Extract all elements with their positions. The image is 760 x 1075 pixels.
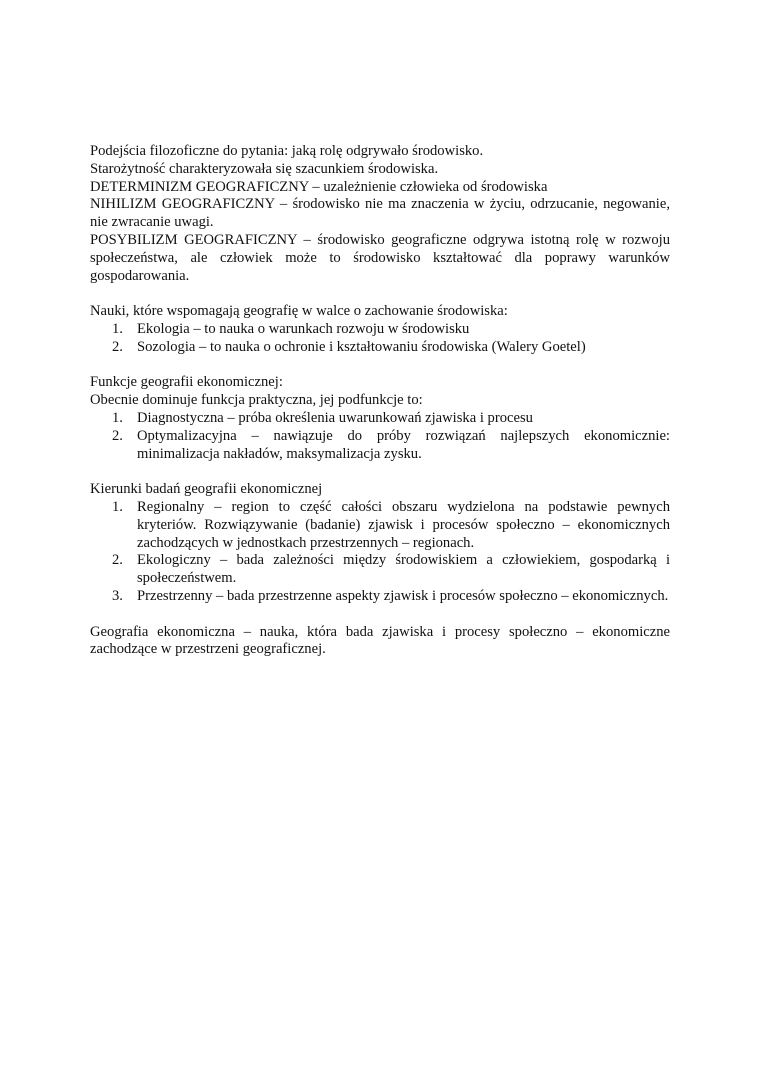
- functions-heading: Funkcje geografii ekonomicznej:: [90, 374, 283, 391]
- intro-line-2: Starożytność charakteryzowała się szacunkiem środowiska.: [90, 160, 439, 177]
- list-item: [90, 588, 670, 606]
- functions-subheading: Obecnie dominuje funkcja praktyczna, jej podfunkcje to:: [90, 392, 423, 409]
- posybilizm-definition: POSYBILIZM GEOGRAFICZNY – środowisko geograficzne odgrywa istotną rolę w rozwoju społeczeństwa, ale człowiek może to środowisko kształtować dla poprawy warunków gospodarowania.: [90, 231, 670, 284]
- list-item: [90, 428, 670, 464]
- list-item: [90, 410, 670, 428]
- spacer: [90, 357, 670, 375]
- list-item: [90, 552, 670, 588]
- directions-list: [90, 499, 670, 606]
- list-item-text: Ekologia – to nauka o warunkach rozwoju w środowisku: [137, 320, 470, 337]
- functions-list: [90, 410, 670, 463]
- nihilizm-definition: NIHILIZM GEOGRAFICZNY – środowisko nie ma znaczenia w życiu, odrzucanie, negowanie, nie zwracanie uwagi.: [90, 196, 670, 231]
- list-number: 1.: [112, 320, 123, 337]
- intro-line-1: Podejścia filozoficzne do pytania: jaką rolę odgrywało środowisko.: [90, 143, 484, 159]
- economic-geography-definition: Geografia ekonomiczna – nauka, która bada zjawiska i procesy społeczno – ekonomiczne zachodzące w przestrzeni geograficznej.: [90, 623, 670, 658]
- list-number: 2.: [112, 552, 123, 569]
- list-item-text: Przestrzenny – bada przestrzenne aspekty zjawisk i procesów społeczno – ekonomicznych.: [137, 587, 669, 604]
- list-item: [90, 321, 670, 339]
- list-item: [90, 499, 670, 552]
- list-item-text: Optymalizacyjna – nawiązuje do próby rozwiązań najlepszych ekonomicznie: minimalizacja nakładów, maksymalizacja zysku.: [137, 427, 670, 462]
- spacer: [90, 285, 670, 303]
- spacer: [90, 606, 670, 624]
- spacer: [90, 463, 670, 481]
- list-number: 2.: [112, 338, 123, 355]
- list-number: 3.: [112, 587, 123, 604]
- directions-heading: Kierunki badań geografii ekonomicznej: [90, 481, 323, 498]
- determinizm-definition: DETERMINIZM GEOGRAFICZNY – uzależnienie człowieka od środowiska: [90, 178, 548, 195]
- list-number: 2.: [112, 427, 123, 444]
- sciences-list: [90, 321, 670, 357]
- list-item-text: Diagnostyczna – próba określenia uwarunkowań zjawiska i procesu: [137, 409, 533, 426]
- list-number: 1.: [112, 498, 123, 515]
- list-item-text: Regionalny – region to część całości obszaru wydzielona na podstawie pewnych kryteriów. Rozwiązywanie (badanie) zjawisk i procesów społeczno – ekonomicznych zachodzących w jednostkach przestrzennych – regionach.: [137, 498, 670, 551]
- list-item-text: Ekologiczny – bada zależności między środowiskiem a człowiekiem, gospodarką i społeczeństwem.: [137, 552, 670, 587]
- list-number: 1.: [112, 409, 123, 426]
- document-page: [90, 143, 670, 659]
- list-item-text: Sozologia – to nauka o ochronie i kształtowaniu środowiska (Walery Goetel): [137, 338, 586, 355]
- list-item: [90, 339, 670, 357]
- sciences-heading: Nauki, które wspomagają geografię w walce o zachowanie środowiska:: [90, 303, 508, 320]
